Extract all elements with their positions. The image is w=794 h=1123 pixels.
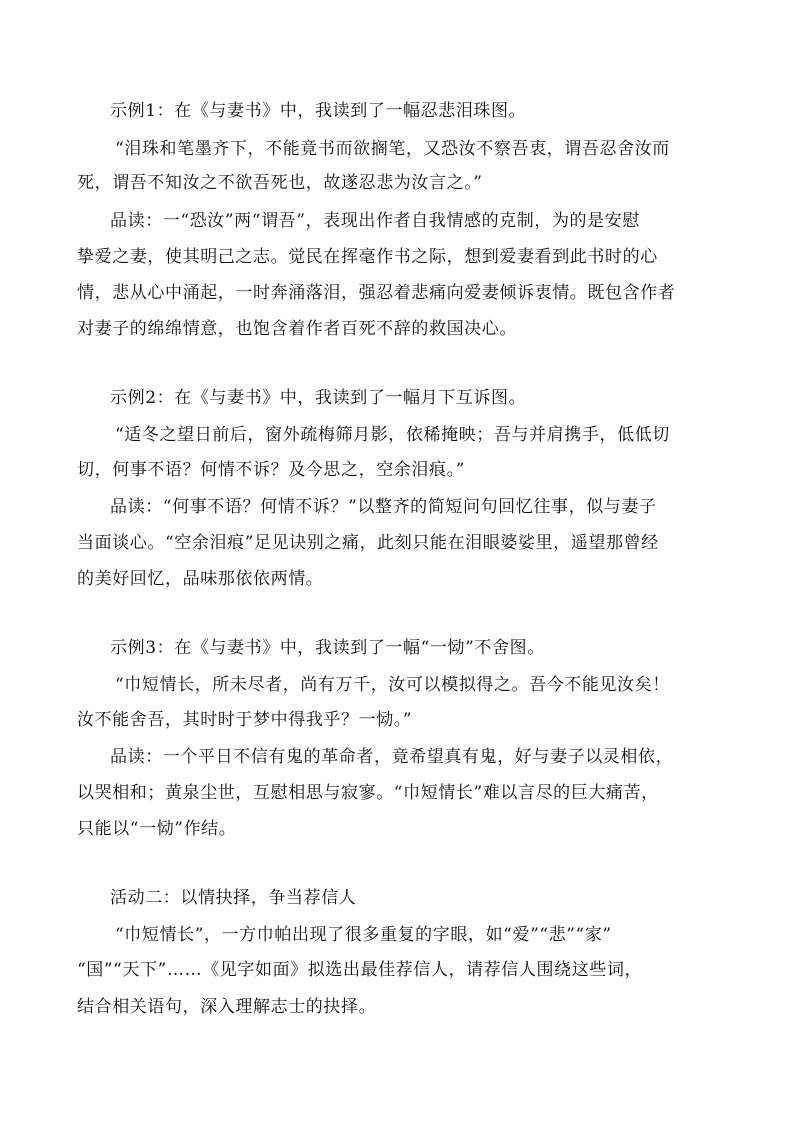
activity-line-1: “巾短情长”，一方巾帕出现了很多重复的字眼，如“爱”“悲”“家” bbox=[115, 925, 612, 945]
example-2-quote-line-1: “适冬之望日前后，窗外疏梅筛月影，依稀掩映；吾与并肩携手，低低切 bbox=[115, 425, 670, 445]
example-1-reading-line-2: 挚爱之妻，使其明己之志。觉民在挥毫作书之际，想到爱妻看到此书时的心 bbox=[77, 247, 658, 267]
example-3-quote-line-1: “巾短情长，所未尽者，尚有万千，汝可以模拟得之。吾今不能见汝矣！ bbox=[115, 675, 670, 695]
example-2-quote-line-2: 切，何事不语？何情不诉？及今思之，空余泪痕。” bbox=[77, 460, 465, 480]
example-3-reading-line-1: 品读：一个平日不信有鬼的革命者，竟希望真有鬼，好与妻子以灵相依， bbox=[110, 747, 674, 767]
activity-line-2: “国”“天下”……《见字如面》拟选出最佳荐信人，请荐信人围绕这些词， bbox=[77, 960, 643, 980]
example-1-reading-line-4: 对妻子的绵绵情意，也饱含着作者百死不辞的救国决心。 bbox=[77, 319, 517, 339]
example-3-heading: 示例3：在《与妻书》中，我读到了一幅“一恸”不舍图。 bbox=[110, 638, 545, 658]
example-1-quote-line-1: “泪珠和笔墨齐下，不能竟书而欲搁笔，又恐汝不察吾衷，谓吾忍舍汝而 bbox=[115, 139, 670, 159]
example-2-reading-line-1: 品读：“何事不语？何情不诉？”以整齐的简短问句回忆往事，似与妻子 bbox=[110, 497, 657, 517]
example-3-quote-line-2: 汝不能舍吾，其时时于梦中得我乎？一恸。” bbox=[77, 710, 413, 730]
activity-heading: 活动二：以情抉择，争当荐信人 bbox=[110, 888, 357, 908]
example-3-reading-line-3: 只能以“一恸”作结。 bbox=[77, 819, 237, 839]
activity-line-3: 结合相关语句，深入理解志士的抉择。 bbox=[77, 997, 377, 1017]
example-1-reading-line-3: 情，悲从心中涌起，一时奔涌落泪，强忍着悲痛向爱妻倾诉衷情。既包含作者 bbox=[77, 283, 676, 303]
example-2-heading: 示例2：在《与妻书》中，我读到了一幅月下互诉图。 bbox=[110, 388, 527, 408]
example-2-reading-line-2: 当面谈心。“空余泪痕”足见诀别之痛，此刻只能在泪眼婆娑里，遥望那曾经 bbox=[77, 533, 659, 553]
example-1-quote-line-2: 死，谓吾不知汝之不欲吾死也，故遂忍悲为汝言之。” bbox=[77, 173, 483, 193]
example-3-reading-line-2: 以哭相和；黄泉尘世，互慰相思与寂寥。“巾短情长”难以言尽的巨大痛苦， bbox=[77, 783, 659, 803]
example-1-reading-line-1: 品读：一“恐汝”两“谓吾”，表现出作者自我情感的克制，为的是安慰 bbox=[110, 211, 640, 231]
example-1-heading: 示例1：在《与妻书》中，我读到了一幅忍悲泪珠图。 bbox=[110, 101, 527, 121]
example-2-reading-line-3: 的美好回忆，品味那依依两情。 bbox=[77, 569, 324, 589]
